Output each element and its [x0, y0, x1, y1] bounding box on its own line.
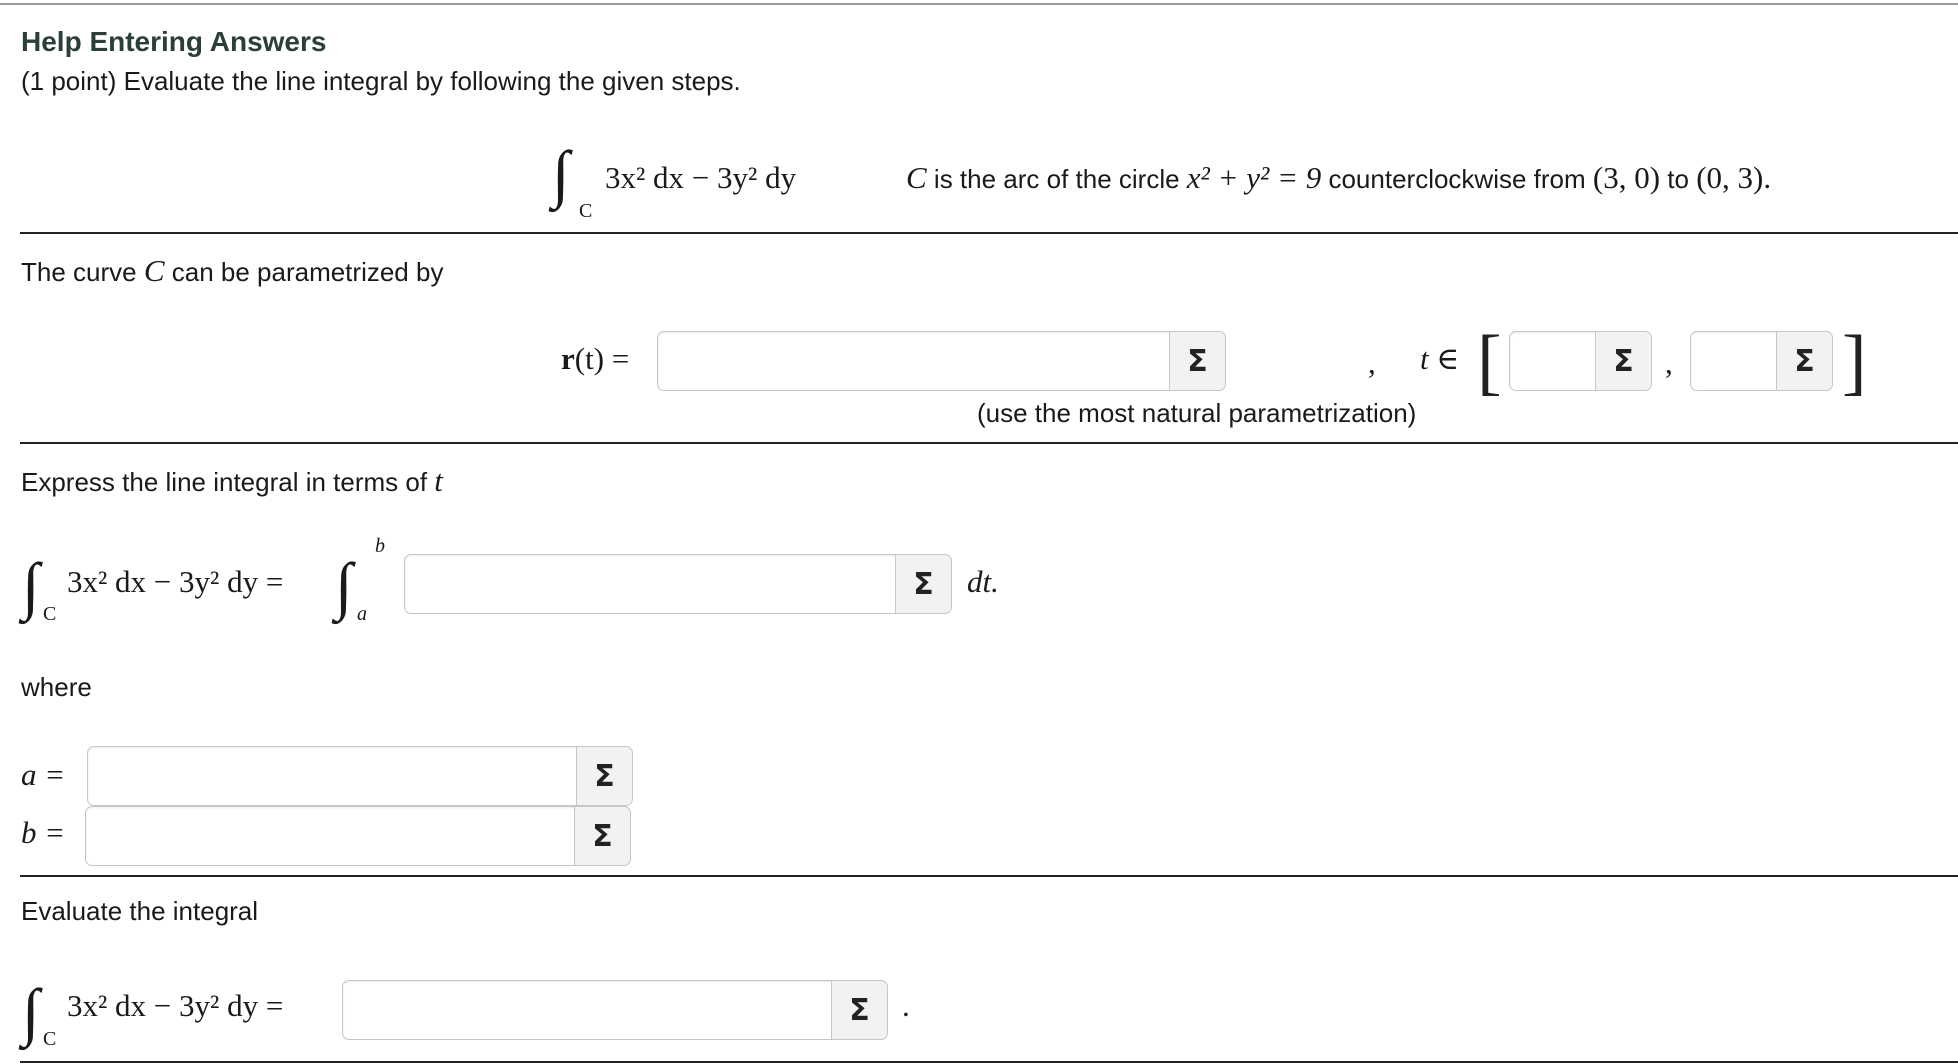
- evaluate-label: Evaluate the integral: [21, 896, 259, 926]
- r-arg: (t) =: [574, 341, 630, 376]
- sigma-icon[interactable]: Σ: [1595, 332, 1651, 390]
- section-divider-2: [20, 442, 1958, 444]
- integral-sign: ∫: [22, 550, 40, 621]
- bracket-open: [: [1477, 321, 1502, 403]
- parametrize-label-part: can be parametrized by: [164, 257, 444, 287]
- interval-comma: ,: [1665, 345, 1673, 380]
- curve-symbol: C: [143, 253, 165, 288]
- desc-part-3: to: [1660, 164, 1697, 194]
- desc-part-1: is the arc of the circle: [926, 164, 1187, 194]
- desc-part-2: counterclockwise from: [1321, 164, 1593, 194]
- section-divider-1: [20, 232, 1958, 234]
- t-start-input[interactable]: [1510, 332, 1597, 390]
- parametrize-label: [21, 253, 443, 289]
- help-entering-answers-link[interactable]: Help Entering Answers: [21, 26, 327, 57]
- a-label: [21, 757, 65, 793]
- where-label: where: [21, 672, 92, 702]
- integral-subscript: C: [579, 200, 593, 222]
- sigma-icon[interactable]: Σ: [574, 807, 630, 865]
- lower-limit: a: [357, 603, 367, 625]
- bracket-close: ]: [1842, 321, 1867, 403]
- upper-limit: b: [375, 535, 385, 557]
- dt-label: [967, 564, 999, 600]
- t-in-text: t ∈: [1420, 341, 1460, 376]
- t-variable: t: [434, 463, 443, 498]
- t-end-input[interactable]: [1691, 332, 1778, 390]
- t-in-label: [1420, 341, 1459, 377]
- sigma-icon[interactable]: Σ: [1169, 332, 1225, 390]
- end-point: (0, 3).: [1696, 160, 1772, 195]
- sigma-icon[interactable]: Σ: [1776, 332, 1832, 390]
- circle-equation: x² + y² = 9: [1186, 160, 1322, 195]
- r-of-t-input[interactable]: [658, 332, 1171, 390]
- express-label: [21, 463, 443, 499]
- problem-statement: (1 point) Evaluate the line integral by following the given steps.: [21, 66, 741, 96]
- integral-sign: ∫: [22, 976, 40, 1047]
- express-lhs: 3x² dx − 3y² dy =: [67, 564, 284, 599]
- result-period: .: [902, 988, 910, 1023]
- sigma-icon[interactable]: Σ: [895, 555, 951, 613]
- express-label-text: Express the line integral in terms of: [21, 467, 435, 497]
- sigma-icon[interactable]: Σ: [831, 981, 887, 1039]
- top-divider: [0, 3, 1958, 5]
- dt-text: dt.: [967, 564, 999, 599]
- b-field: [85, 806, 631, 866]
- section-divider-4: [20, 1061, 1958, 1063]
- t-start-field: [1509, 331, 1652, 391]
- start-point: (3, 0): [1592, 160, 1661, 195]
- a-label-text: a =: [21, 757, 66, 792]
- r-of-t-label: [561, 341, 629, 377]
- definite-integral-sign: ∫: [335, 550, 353, 621]
- result-input[interactable]: [343, 981, 833, 1039]
- b-input[interactable]: [86, 807, 576, 865]
- b-label: [21, 815, 65, 851]
- parametrization-hint: (use the most natural parametrization): [977, 398, 1417, 428]
- integral-subscript: C: [43, 1028, 57, 1050]
- integrand-field: [404, 554, 952, 614]
- integrand-input[interactable]: [405, 555, 897, 613]
- curve-symbol: C: [906, 160, 927, 195]
- a-field: [87, 746, 633, 806]
- r-symbol: r: [561, 341, 575, 376]
- problem-integrand: 3x² dx − 3y² dy: [605, 160, 797, 195]
- evaluate-lhs: 3x² dx − 3y² dy =: [67, 988, 284, 1023]
- parametrize-label-part: The curve: [21, 257, 144, 287]
- r-of-t-field: [657, 331, 1226, 391]
- b-label-text: b =: [21, 815, 66, 850]
- result-field: [342, 980, 888, 1040]
- sigma-icon[interactable]: Σ: [576, 747, 632, 805]
- a-input[interactable]: [88, 747, 578, 805]
- separator-comma: ,: [1368, 345, 1376, 380]
- t-end-field: [1690, 331, 1833, 391]
- curve-description: [906, 160, 1771, 196]
- integral-sign: ∫: [552, 138, 570, 209]
- integral-subscript: C: [43, 603, 57, 625]
- section-divider-3: [20, 875, 1958, 877]
